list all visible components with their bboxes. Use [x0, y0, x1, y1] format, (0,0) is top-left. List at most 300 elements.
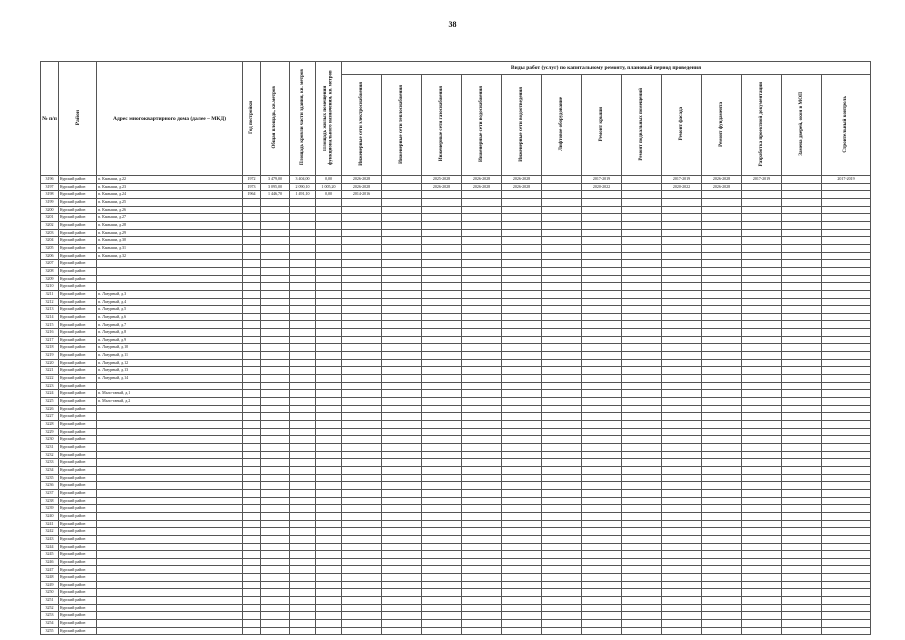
cell-work-period: [662, 275, 702, 283]
cell-work-period: [542, 474, 582, 482]
cell-work-period: [782, 497, 822, 505]
cell-address: п. Камыши, д.30: [97, 237, 243, 245]
cell-living-area: [316, 313, 342, 321]
cell-living-area: [316, 589, 342, 597]
cell-work-period: [382, 198, 422, 206]
cell-work-period: [422, 367, 462, 375]
cell-work-period: [822, 344, 871, 352]
cell-work-period: [542, 566, 582, 574]
cell-work-period: [502, 198, 542, 206]
cell-work-period: [822, 198, 871, 206]
cell-work-period: [542, 443, 582, 451]
cell-work-period: [702, 528, 742, 536]
cell-district: Курский район: [59, 244, 97, 252]
cell-work-period: [702, 543, 742, 551]
cell-work-period: [582, 589, 622, 597]
cell-work-period: [662, 443, 702, 451]
cell-living-area: [316, 512, 342, 520]
cell-work-period: [702, 620, 742, 628]
header-work-type: Инженерные сети водоснабжения: [462, 75, 502, 176]
cell-work-period: [582, 558, 622, 566]
cell-work-period: [462, 520, 502, 528]
cell-work-period: [542, 191, 582, 199]
cell-roof-area: [290, 260, 316, 268]
table-row: [41, 267, 871, 275]
cell-work-period: [342, 352, 382, 360]
cell-work-period: [382, 405, 422, 413]
cell-work-period: [422, 497, 462, 505]
cell-work-period: [822, 436, 871, 444]
table-row: [41, 528, 871, 536]
cell-work-period: [382, 260, 422, 268]
cell-work-period: [582, 191, 622, 199]
cell-work-period: [502, 620, 542, 628]
cell-work-period: [742, 413, 782, 421]
cell-work-period: [582, 566, 622, 574]
cell-work-period: [662, 551, 702, 559]
cell-work-period: [502, 329, 542, 337]
cell-work-period: [462, 336, 502, 344]
cell-work-period: [822, 336, 871, 344]
cell-work-period: [462, 421, 502, 429]
cell-work-period: [742, 283, 782, 291]
cell-work-period: [582, 520, 622, 528]
cell-work-period: [502, 612, 542, 620]
cell-work-period: [422, 191, 462, 199]
cell-work-period: [342, 221, 382, 229]
cell-work-period: [542, 627, 582, 635]
cell-work-period: [702, 244, 742, 252]
cell-year: [243, 489, 261, 497]
cell-roof-area: [290, 359, 316, 367]
cell-work-period: [422, 459, 462, 467]
cell-work-period: [742, 252, 782, 260]
cell-work-period: [382, 321, 422, 329]
cell-year: [243, 497, 261, 505]
cell-work-period: [622, 283, 662, 291]
cell-address: [97, 382, 243, 390]
cell-work-period: [782, 535, 822, 543]
cell-work-period: [782, 183, 822, 191]
cell-work-period: [422, 520, 462, 528]
cell-num: 3213: [41, 306, 59, 314]
header-balcony-area: Площадь кровли части здания, кв. метров: [290, 62, 316, 176]
cell-work-period: [622, 267, 662, 275]
cell-total-area: [261, 306, 290, 314]
cell-work-period: [462, 459, 502, 467]
cell-living-area: [316, 252, 342, 260]
cell-total-area: [261, 604, 290, 612]
cell-work-period: [342, 260, 382, 268]
cell-address: [97, 512, 243, 520]
table-row: [41, 597, 871, 605]
cell-work-period: [782, 436, 822, 444]
cell-year: [243, 244, 261, 252]
cell-total-area: 3 095,00: [261, 183, 290, 191]
cell-district: Курский район: [59, 336, 97, 344]
cell-work-period: [622, 535, 662, 543]
cell-work-period: [342, 459, 382, 467]
header-work-type: Ремонт фасада: [662, 75, 702, 176]
cell-total-area: [261, 443, 290, 451]
cell-work-period: [342, 535, 382, 543]
table-row: [41, 512, 871, 520]
cell-address: [97, 566, 243, 574]
cell-total-area: [261, 489, 290, 497]
cell-work-period: [782, 375, 822, 383]
cell-num: 3217: [41, 336, 59, 344]
cell-roof-area: [290, 244, 316, 252]
cell-work-period: [502, 306, 542, 314]
cell-work-period: [542, 375, 582, 383]
cell-living-area: [316, 574, 342, 582]
cell-work-period: [662, 466, 702, 474]
cell-work-period: [382, 589, 422, 597]
cell-work-period: [382, 443, 422, 451]
cell-address: п. Лазурный, д.13: [97, 367, 243, 375]
cell-work-period: [342, 428, 382, 436]
cell-work-period: [662, 336, 702, 344]
cell-work-period: [702, 566, 742, 574]
cell-work-period: [462, 543, 502, 551]
cell-work-period: [782, 382, 822, 390]
cell-address: [97, 260, 243, 268]
cell-work-period: [382, 183, 422, 191]
cell-roof-area: [290, 551, 316, 559]
cell-work-period: [422, 306, 462, 314]
cell-work-period: [582, 382, 622, 390]
cell-district: Курский район: [59, 520, 97, 528]
cell-roof-area: [290, 275, 316, 283]
cell-work-period: [702, 191, 742, 199]
cell-address: [97, 267, 243, 275]
cell-total-area: [261, 421, 290, 429]
cell-work-period: [702, 574, 742, 582]
cell-total-area: [261, 497, 290, 505]
cell-roof-area: [290, 597, 316, 605]
cell-num: 3248: [41, 574, 59, 582]
cell-work-period: [422, 566, 462, 574]
cell-work-period: [462, 413, 502, 421]
table-row: [41, 229, 871, 237]
cell-work-period: [822, 428, 871, 436]
cell-address: [97, 436, 243, 444]
cell-work-period: [462, 290, 502, 298]
cell-work-period: [662, 612, 702, 620]
cell-address: п. Лазурный, д.7: [97, 321, 243, 329]
cell-total-area: [261, 398, 290, 406]
cell-work-period: [782, 589, 822, 597]
cell-work-period: [542, 206, 582, 214]
cell-living-area: [316, 390, 342, 398]
cell-address: [97, 520, 243, 528]
cell-work-period: [782, 543, 822, 551]
table-row: [41, 451, 871, 459]
cell-num: 3228: [41, 421, 59, 429]
cell-work-period: [502, 390, 542, 398]
cell-work-period: [502, 221, 542, 229]
table-row: [41, 382, 871, 390]
cell-district: Курский район: [59, 535, 97, 543]
cell-work-period: [382, 275, 422, 283]
cell-roof-area: [290, 443, 316, 451]
cell-work-period: [422, 244, 462, 252]
cell-work-period: [422, 543, 462, 551]
cell-address: п. Лазурный, д.8: [97, 329, 243, 337]
cell-num: 3227: [41, 413, 59, 421]
cell-living-area: [316, 520, 342, 528]
cell-num: 3207: [41, 260, 59, 268]
cell-work-period: [342, 313, 382, 321]
cell-year: [243, 198, 261, 206]
cell-work-period: [342, 267, 382, 275]
cell-work-period: [342, 443, 382, 451]
cell-work-period: [502, 244, 542, 252]
cell-address: п. Лазурный, д.11: [97, 352, 243, 360]
cell-address: [97, 581, 243, 589]
cell-work-period: [622, 604, 662, 612]
cell-work-period: [622, 405, 662, 413]
cell-work-period: [422, 421, 462, 429]
cell-work-period: [542, 489, 582, 497]
cell-work-period: [742, 443, 782, 451]
cell-living-area: [316, 260, 342, 268]
cell-work-period: [662, 459, 702, 467]
cell-work-period: [462, 298, 502, 306]
cell-roof-area: [290, 198, 316, 206]
cell-work-period: [622, 459, 662, 467]
cell-district: Курский район: [59, 275, 97, 283]
cell-work-period: [502, 382, 542, 390]
cell-work-period: [822, 221, 871, 229]
cell-work-period: [462, 398, 502, 406]
table-row: [41, 306, 871, 314]
cell-work-period: [462, 306, 502, 314]
cell-work-period: [662, 581, 702, 589]
cell-num: 3205: [41, 244, 59, 252]
cell-district: Курский район: [59, 398, 97, 406]
cell-num: 3221: [41, 367, 59, 375]
cell-work-period: [422, 581, 462, 589]
cell-living-area: [316, 528, 342, 536]
cell-work-period: [542, 176, 582, 184]
cell-work-period: [462, 574, 502, 582]
cell-living-area: [316, 198, 342, 206]
cell-work-period: [822, 382, 871, 390]
cell-work-period: [822, 451, 871, 459]
cell-work-period: [622, 574, 662, 582]
cell-work-period: [502, 290, 542, 298]
cell-work-period: [382, 398, 422, 406]
cell-work-period: [782, 206, 822, 214]
cell-work-period: [382, 459, 422, 467]
cell-num: 3212: [41, 298, 59, 306]
cell-num: 3220: [41, 359, 59, 367]
cell-work-period: [342, 244, 382, 252]
cell-work-period: [422, 206, 462, 214]
cell-work-period: [782, 443, 822, 451]
cell-work-period: [422, 275, 462, 283]
cell-work-period: [382, 221, 422, 229]
cell-work-period: [542, 497, 582, 505]
cell-num: 3245: [41, 551, 59, 559]
table-row: [41, 620, 871, 628]
table-row: [41, 283, 871, 291]
cell-work-period: [742, 329, 782, 337]
cell-roof-area: [290, 627, 316, 635]
cell-address: [97, 543, 243, 551]
cell-work-period: [462, 443, 502, 451]
cell-work-period: [342, 275, 382, 283]
cell-work-period: [382, 482, 422, 490]
cell-work-period: [742, 290, 782, 298]
cell-work-period: [782, 574, 822, 582]
cell-district: Курский район: [59, 581, 97, 589]
cell-address: [97, 466, 243, 474]
page-number: 38: [448, 20, 457, 29]
cell-roof-area: [290, 574, 316, 582]
cell-living-area: [316, 359, 342, 367]
cell-work-period: [662, 497, 702, 505]
cell-total-area: [261, 459, 290, 467]
cell-work-period: [822, 405, 871, 413]
cell-work-period: [702, 382, 742, 390]
cell-work-period: [422, 290, 462, 298]
cell-work-period: [382, 413, 422, 421]
cell-year: [243, 535, 261, 543]
cell-address: п. Лазурный, д.3: [97, 290, 243, 298]
cell-work-period: [822, 313, 871, 321]
table-row: [41, 237, 871, 245]
cell-year: [243, 574, 261, 582]
cell-work-period: [462, 474, 502, 482]
cell-work-period: [582, 336, 622, 344]
cell-work-period: [582, 543, 622, 551]
cell-living-area: [316, 405, 342, 413]
cell-total-area: [261, 252, 290, 260]
cell-work-period: [582, 627, 622, 635]
cell-work-period: [822, 612, 871, 620]
cell-work-period: [542, 421, 582, 429]
cell-work-period: [342, 214, 382, 222]
cell-work-period: [382, 367, 422, 375]
cell-work-period: [502, 367, 542, 375]
cell-district: Курский район: [59, 252, 97, 260]
cell-district: Курский район: [59, 229, 97, 237]
cell-work-period: [702, 413, 742, 421]
cell-work-period: [822, 183, 871, 191]
cell-work-period: [742, 344, 782, 352]
cell-work-period: [382, 512, 422, 520]
cell-work-period: [382, 489, 422, 497]
cell-work-period: [822, 352, 871, 360]
cell-work-period: [742, 459, 782, 467]
cell-work-period: [622, 413, 662, 421]
cell-work-period: [742, 589, 782, 597]
cell-work-period: [382, 627, 422, 635]
cell-roof-area: [290, 620, 316, 628]
cell-living-area: [316, 321, 342, 329]
cell-work-period: [662, 482, 702, 490]
cell-num: 3242: [41, 528, 59, 536]
cell-work-period: [702, 275, 742, 283]
cell-work-period: [662, 313, 702, 321]
cell-year: [243, 543, 261, 551]
cell-address: п. Лазурный, д.6: [97, 313, 243, 321]
cell-work-period: [342, 451, 382, 459]
cell-work-period: [702, 451, 742, 459]
table-row: [41, 390, 871, 398]
cell-work-period: [542, 505, 582, 513]
cell-work-period: [622, 375, 662, 383]
cell-work-period: [462, 390, 502, 398]
cell-work-period: [542, 321, 582, 329]
cell-work-period: [422, 551, 462, 559]
cell-work-period: [582, 512, 622, 520]
cell-work-period: [702, 290, 742, 298]
header-work-type: Инженерные сети водоотведения: [502, 75, 542, 176]
cell-work-period: [502, 206, 542, 214]
cell-year: 1964: [243, 191, 261, 199]
cell-total-area: 3 479,00: [261, 176, 290, 184]
cell-work-period: [622, 505, 662, 513]
cell-district: Курский район: [59, 489, 97, 497]
cell-work-period: [742, 398, 782, 406]
cell-work-period: 2026-2028: [342, 176, 382, 184]
cell-year: [243, 597, 261, 605]
table-row: [41, 520, 871, 528]
cell-district: Курский район: [59, 497, 97, 505]
header-living-area: Площадь жилых помещений функционального назначения, кв. метров: [316, 62, 342, 176]
cell-work-period: [822, 505, 871, 513]
cell-work-period: [422, 620, 462, 628]
cell-work-period: [742, 321, 782, 329]
cell-work-period: [342, 604, 382, 612]
table-row: [41, 436, 871, 444]
cell-work-period: [742, 421, 782, 429]
cell-address: [97, 283, 243, 291]
cell-work-period: [582, 198, 622, 206]
cell-district: Курский район: [59, 283, 97, 291]
cell-living-area: [316, 597, 342, 605]
cell-work-period: [462, 589, 502, 597]
cell-work-period: 2026-2028: [702, 176, 742, 184]
cell-year: [243, 551, 261, 559]
cell-work-period: 2017-2019: [582, 176, 622, 184]
cell-num: 3234: [41, 466, 59, 474]
cell-num: 3216: [41, 329, 59, 337]
cell-work-period: [702, 597, 742, 605]
cell-work-period: [542, 574, 582, 582]
cell-district: Курский район: [59, 466, 97, 474]
cell-work-period: [822, 206, 871, 214]
cell-work-period: [702, 321, 742, 329]
cell-work-period: [462, 359, 502, 367]
cell-num: 3219: [41, 352, 59, 360]
cell-work-period: [382, 229, 422, 237]
cell-work-period: [622, 474, 662, 482]
cell-work-period: [342, 375, 382, 383]
cell-work-period: [342, 620, 382, 628]
cell-work-period: [542, 413, 582, 421]
cell-year: [243, 290, 261, 298]
cell-work-period: [582, 237, 622, 245]
cell-work-period: [542, 558, 582, 566]
cell-work-period: [742, 604, 782, 612]
cell-work-period: [342, 558, 382, 566]
cell-work-period: [422, 612, 462, 620]
cell-total-area: [261, 229, 290, 237]
